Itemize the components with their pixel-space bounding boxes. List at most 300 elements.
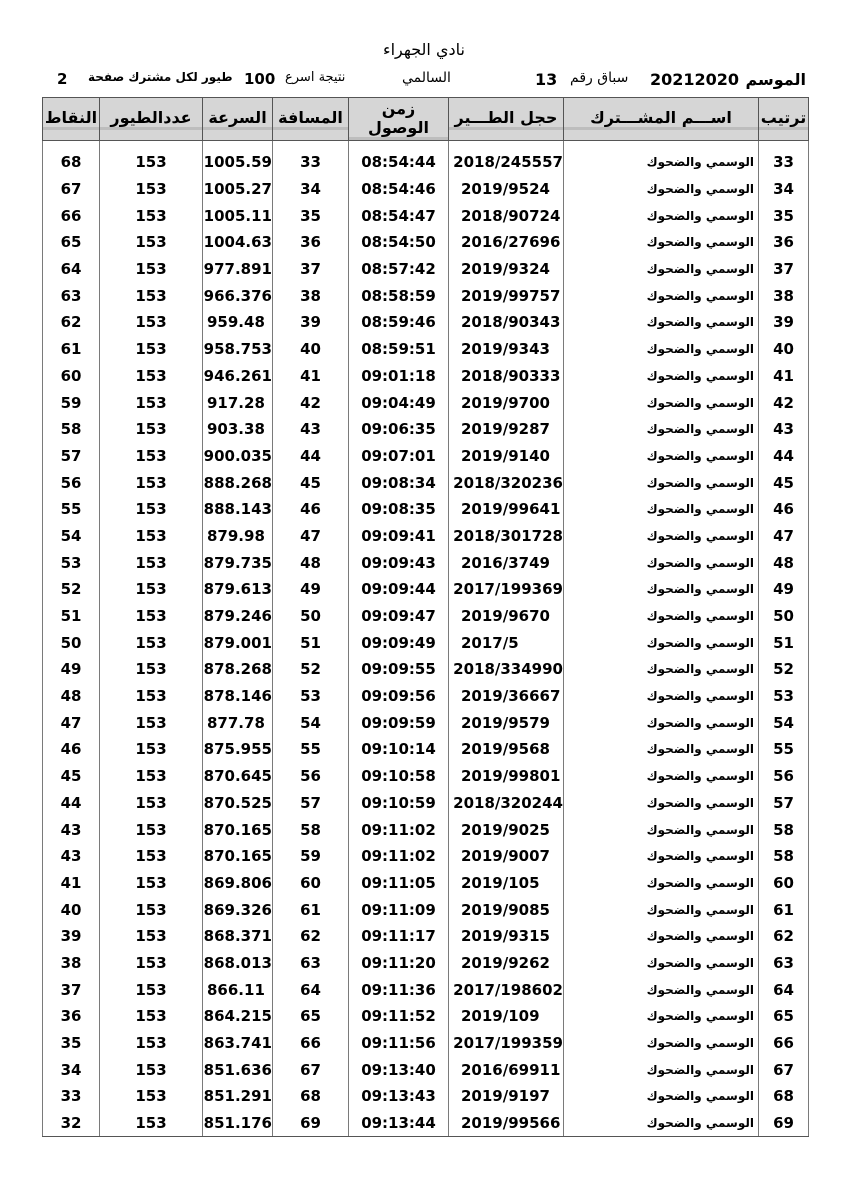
speed-cell: 875.955 — [203, 736, 273, 763]
table-row — [43, 576, 809, 603]
points-cell: 67 — [43, 176, 100, 203]
birds-cell: 153 — [100, 816, 203, 843]
points-cell: 57 — [43, 443, 100, 470]
points-cell: 50 — [43, 629, 100, 656]
speed-cell: 879.246 — [203, 603, 273, 630]
arrival-cell: 09:08:34 — [349, 469, 449, 496]
speed-cell: 1004.63 — [203, 229, 273, 256]
ring-cell: 2019/9700 — [449, 389, 564, 416]
arrival-cell: 09:04:49 — [349, 389, 449, 416]
ring-cell: 2017/5 — [449, 629, 564, 656]
points-cell: 34 — [43, 1056, 100, 1083]
rank-cell: 54 — [759, 709, 809, 736]
points-cell: 52 — [43, 576, 100, 603]
points-cell: 51 — [43, 603, 100, 630]
distance-cell: 42 — [273, 389, 349, 416]
rank-cell: 39 — [759, 309, 809, 336]
points-cell: 44 — [43, 790, 100, 817]
speed-cell: 866.11 — [203, 976, 273, 1003]
ring-cell: 2018/334990 — [449, 656, 564, 683]
speed-cell: 851.176 — [203, 1110, 273, 1137]
arrival-cell: 09:11:17 — [349, 923, 449, 950]
points-cell: 63 — [43, 282, 100, 309]
birds-cell: 153 — [100, 976, 203, 1003]
points-cell: 33 — [43, 1083, 100, 1110]
arrival-cell: 09:09:59 — [349, 709, 449, 736]
rank-cell: 42 — [759, 389, 809, 416]
arrival-cell: 09:01:18 — [349, 363, 449, 390]
distance-cell: 36 — [273, 229, 349, 256]
speed-cell: 851.291 — [203, 1083, 273, 1110]
rank-cell: 65 — [759, 1003, 809, 1030]
arrival-cell: 09:09:41 — [349, 523, 449, 550]
speed-cell: 879.613 — [203, 576, 273, 603]
name-cell: الوسمي والضحوك — [564, 763, 759, 790]
birds-cell: 153 — [100, 1003, 203, 1030]
points-cell: 37 — [43, 976, 100, 1003]
rank-cell: 60 — [759, 870, 809, 897]
speed-cell: 879.001 — [203, 629, 273, 656]
points-cell: 65 — [43, 229, 100, 256]
speed-cell: 966.376 — [203, 282, 273, 309]
birds-cell: 153 — [100, 1056, 203, 1083]
birds-cell: 153 — [100, 923, 203, 950]
arrival-cell: 09:13:40 — [349, 1056, 449, 1083]
speed-cell: 863.741 — [203, 1030, 273, 1057]
rank-cell: 66 — [759, 1030, 809, 1057]
birds-cell: 153 — [100, 202, 203, 229]
rank-cell: 49 — [759, 576, 809, 603]
rank-cell: 57 — [759, 790, 809, 817]
distance-cell: 44 — [273, 443, 349, 470]
name-cell: الوسمي والضحوك — [564, 309, 759, 336]
arrival-cell: 09:09:49 — [349, 629, 449, 656]
name-cell: الوسمي والضحوك — [564, 1083, 759, 1110]
rank-cell: 34 — [759, 176, 809, 203]
distance-cell: 46 — [273, 496, 349, 523]
ring-cell: 2019/9262 — [449, 950, 564, 977]
birds-cell: 153 — [100, 629, 203, 656]
table-row — [43, 763, 809, 790]
name-cell: الوسمي والضحوك — [564, 1003, 759, 1030]
table-row — [43, 709, 809, 736]
points-cell: 43 — [43, 816, 100, 843]
ring-cell: 2019/9140 — [449, 443, 564, 470]
distance-cell: 45 — [273, 469, 349, 496]
ring-cell: 2019/105 — [449, 870, 564, 897]
rank-cell: 56 — [759, 763, 809, 790]
distance-cell: 62 — [273, 923, 349, 950]
table-row — [43, 1003, 809, 1030]
table-row — [43, 469, 809, 496]
name-cell: الوسمي والضحوك — [564, 496, 759, 523]
birds-cell: 153 — [100, 363, 203, 390]
arrival-cell: 08:59:46 — [349, 309, 449, 336]
arrival-cell: 09:13:43 — [349, 1083, 449, 1110]
distance-cell: 60 — [273, 870, 349, 897]
birds-cell: 153 — [100, 843, 203, 870]
distance-cell: 38 — [273, 282, 349, 309]
rank-cell: 45 — [759, 469, 809, 496]
speed-cell: 888.268 — [203, 469, 273, 496]
ring-cell: 2017/199369 — [449, 576, 564, 603]
name-cell: الوسمي والضحوك — [564, 469, 759, 496]
name-cell: الوسمي والضحوك — [564, 229, 759, 256]
rank-cell: 61 — [759, 896, 809, 923]
distance-cell: 49 — [273, 576, 349, 603]
race-label: سباق رقم — [570, 70, 629, 86]
arrival-cell: 08:59:51 — [349, 336, 449, 363]
speed-cell: 870.525 — [203, 790, 273, 817]
speed-cell: 1005.59 — [203, 141, 273, 176]
distance-cell: 58 — [273, 816, 349, 843]
table-row — [43, 496, 809, 523]
speed-cell: 1005.11 — [203, 202, 273, 229]
table-header-row — [43, 98, 809, 141]
ring-cell: 2019/99641 — [449, 496, 564, 523]
speed-cell: 946.261 — [203, 363, 273, 390]
speed-cell: 959.48 — [203, 309, 273, 336]
birds-cell: 153 — [100, 549, 203, 576]
distance-cell: 69 — [273, 1110, 349, 1137]
points-cell: 45 — [43, 763, 100, 790]
speed-cell: 868.013 — [203, 950, 273, 977]
name-cell: الوسمي والضحوك — [564, 896, 759, 923]
name-cell: الوسمي والضحوك — [564, 141, 759, 176]
ring-cell: 2019/9343 — [449, 336, 564, 363]
birds-cell: 153 — [100, 523, 203, 550]
table-row — [43, 389, 809, 416]
ring-cell: 2018/320236 — [449, 469, 564, 496]
rank-cell: 33 — [759, 141, 809, 176]
birds-per-member-note: طيور لكل مشترك صفحة — [88, 70, 233, 84]
rank-cell: 51 — [759, 629, 809, 656]
speed-cell: 851.636 — [203, 1056, 273, 1083]
ring-cell: 2019/9324 — [449, 256, 564, 283]
rank-cell: 55 — [759, 736, 809, 763]
arrival-cell: 09:11:05 — [349, 870, 449, 897]
birds-cell: 153 — [100, 256, 203, 283]
name-cell: الوسمي والضحوك — [564, 950, 759, 977]
arrival-cell: 08:57:42 — [349, 256, 449, 283]
rank-cell: 58 — [759, 816, 809, 843]
birds-cell: 153 — [100, 763, 203, 790]
birds-cell: 153 — [100, 736, 203, 763]
speed-cell: 900.035 — [203, 443, 273, 470]
name-cell: الوسمي والضحوك — [564, 816, 759, 843]
distance-cell: 51 — [273, 629, 349, 656]
arrival-cell: 09:09:56 — [349, 683, 449, 710]
name-cell: الوسمي والضحوك — [564, 576, 759, 603]
name-cell: الوسمي والضحوك — [564, 736, 759, 763]
birds-cell: 153 — [100, 576, 203, 603]
rank-cell: 43 — [759, 416, 809, 443]
points-cell: 47 — [43, 709, 100, 736]
col-distance: المسافة — [273, 98, 349, 141]
rank-cell: 53 — [759, 683, 809, 710]
col-speed: السرعة — [203, 98, 273, 141]
name-cell: الوسمي والضحوك — [564, 629, 759, 656]
table-row — [43, 1056, 809, 1083]
ring-cell: 2018/90724 — [449, 202, 564, 229]
name-cell: الوسمي والضحوك — [564, 1056, 759, 1083]
result-count: 100 — [244, 70, 276, 88]
ring-cell: 2018/90333 — [449, 363, 564, 390]
name-cell: الوسمي والضحوك — [564, 363, 759, 390]
arrival-cell: 08:54:50 — [349, 229, 449, 256]
release-location: السالمي — [402, 70, 451, 86]
distance-cell: 48 — [273, 549, 349, 576]
name-cell: الوسمي والضحوك — [564, 176, 759, 203]
speed-cell: 877.78 — [203, 709, 273, 736]
table-row — [43, 523, 809, 550]
distance-cell: 34 — [273, 176, 349, 203]
points-cell: 32 — [43, 1110, 100, 1137]
col-rank: ترتيب — [759, 98, 809, 141]
season-value: 20212020 — [650, 70, 740, 89]
ring-cell: 2019/9287 — [449, 416, 564, 443]
result-label: نتيجة اسرع — [285, 70, 346, 85]
rank-cell: 63 — [759, 950, 809, 977]
birds-cell: 153 — [100, 141, 203, 176]
points-cell: 49 — [43, 656, 100, 683]
arrival-cell: 09:07:01 — [349, 443, 449, 470]
ring-cell: 2019/9085 — [449, 896, 564, 923]
ring-cell: 2019/99566 — [449, 1110, 564, 1137]
ring-cell: 2019/9025 — [449, 816, 564, 843]
col-birds: عددالطيور — [100, 98, 203, 141]
distance-cell: 33 — [273, 141, 349, 176]
table-row — [43, 843, 809, 870]
table-row — [43, 336, 809, 363]
birds-cell: 153 — [100, 229, 203, 256]
table-row — [43, 976, 809, 1003]
birds-cell: 153 — [100, 282, 203, 309]
arrival-cell: 09:10:58 — [349, 763, 449, 790]
name-cell: الوسمي والضحوك — [564, 1110, 759, 1137]
ring-cell: 2018/320244 — [449, 790, 564, 817]
results-table — [42, 97, 809, 1137]
birds-cell: 153 — [100, 896, 203, 923]
table-row — [43, 282, 809, 309]
distance-cell: 55 — [273, 736, 349, 763]
rank-cell: 52 — [759, 656, 809, 683]
points-cell: 36 — [43, 1003, 100, 1030]
name-cell: الوسمي والضحوك — [564, 523, 759, 550]
points-cell: 38 — [43, 950, 100, 977]
race-info-line — [0, 70, 848, 90]
birds-cell: 153 — [100, 336, 203, 363]
col-name: اســـم المشـــترك — [564, 98, 759, 141]
distance-cell: 65 — [273, 1003, 349, 1030]
table-row — [43, 443, 809, 470]
birds-cell: 153 — [100, 309, 203, 336]
rank-cell: 37 — [759, 256, 809, 283]
speed-cell: 903.38 — [203, 416, 273, 443]
distance-cell: 64 — [273, 976, 349, 1003]
ring-cell: 2017/198602 — [449, 976, 564, 1003]
distance-cell: 50 — [273, 603, 349, 630]
points-cell: 59 — [43, 389, 100, 416]
ring-cell: 2016/27696 — [449, 229, 564, 256]
speed-cell: 869.806 — [203, 870, 273, 897]
table-row — [43, 176, 809, 203]
arrival-cell: 09:09:55 — [349, 656, 449, 683]
name-cell: الوسمي والضحوك — [564, 389, 759, 416]
points-cell: 41 — [43, 870, 100, 897]
birds-cell: 153 — [100, 176, 203, 203]
arrival-cell: 09:13:44 — [349, 1110, 449, 1137]
ring-cell: 2019/9197 — [449, 1083, 564, 1110]
points-cell: 68 — [43, 141, 100, 176]
arrival-cell: 08:54:47 — [349, 202, 449, 229]
ring-cell: 2018/245557 — [449, 141, 564, 176]
birds-cell: 153 — [100, 950, 203, 977]
points-cell: 61 — [43, 336, 100, 363]
points-cell: 55 — [43, 496, 100, 523]
distance-cell: 37 — [273, 256, 349, 283]
ring-cell: 2019/9524 — [449, 176, 564, 203]
table-row — [43, 870, 809, 897]
col-arrival: زمن الوصول — [349, 98, 449, 141]
table-row — [43, 603, 809, 630]
distance-cell: 39 — [273, 309, 349, 336]
name-cell: الوسمي والضحوك — [564, 443, 759, 470]
table-row — [43, 416, 809, 443]
speed-cell: 958.753 — [203, 336, 273, 363]
points-cell: 54 — [43, 523, 100, 550]
distance-cell: 61 — [273, 896, 349, 923]
rank-cell: 47 — [759, 523, 809, 550]
arrival-cell: 09:11:56 — [349, 1030, 449, 1057]
name-cell: الوسمي والضحوك — [564, 549, 759, 576]
distance-cell: 43 — [273, 416, 349, 443]
distance-cell: 53 — [273, 683, 349, 710]
name-cell: الوسمي والضحوك — [564, 923, 759, 950]
ring-cell: 2017/199359 — [449, 1030, 564, 1057]
rank-cell: 68 — [759, 1083, 809, 1110]
rank-cell: 41 — [759, 363, 809, 390]
table-row — [43, 1030, 809, 1057]
arrival-cell: 08:54:44 — [349, 141, 449, 176]
distance-cell: 63 — [273, 950, 349, 977]
rank-cell: 50 — [759, 603, 809, 630]
rank-cell: 40 — [759, 336, 809, 363]
distance-cell: 41 — [273, 363, 349, 390]
table-row — [43, 683, 809, 710]
speed-cell: 868.371 — [203, 923, 273, 950]
name-cell: الوسمي والضحوك — [564, 683, 759, 710]
speed-cell: 879.98 — [203, 523, 273, 550]
distance-cell: 47 — [273, 523, 349, 550]
distance-cell: 40 — [273, 336, 349, 363]
birds-cell: 153 — [100, 416, 203, 443]
points-cell: 64 — [43, 256, 100, 283]
birds-cell: 153 — [100, 603, 203, 630]
table-row — [43, 629, 809, 656]
points-cell: 40 — [43, 896, 100, 923]
ring-cell: 2019/9315 — [449, 923, 564, 950]
table-row — [43, 256, 809, 283]
rank-cell: 44 — [759, 443, 809, 470]
name-cell: الوسمي والضحوك — [564, 709, 759, 736]
speed-cell: 870.165 — [203, 843, 273, 870]
ring-cell: 2018/90343 — [449, 309, 564, 336]
table-row — [43, 736, 809, 763]
table-row — [43, 141, 809, 176]
race-number: 13 — [535, 70, 558, 89]
points-cell: 62 — [43, 309, 100, 336]
name-cell: الوسمي والضحوك — [564, 656, 759, 683]
birds-cell: 153 — [100, 443, 203, 470]
name-cell: الوسمي والضحوك — [564, 790, 759, 817]
name-cell: الوسمي والضحوك — [564, 870, 759, 897]
arrival-cell: 08:58:59 — [349, 282, 449, 309]
speed-cell: 977.891 — [203, 256, 273, 283]
points-cell: 39 — [43, 923, 100, 950]
birds-cell: 153 — [100, 683, 203, 710]
rank-cell: 48 — [759, 549, 809, 576]
name-cell: الوسمي والضحوك — [564, 976, 759, 1003]
table-row — [43, 950, 809, 977]
distance-cell: 35 — [273, 202, 349, 229]
points-cell: 53 — [43, 549, 100, 576]
birds-cell: 153 — [100, 1030, 203, 1057]
speed-cell: 917.28 — [203, 389, 273, 416]
rank-cell: 36 — [759, 229, 809, 256]
points-cell: 35 — [43, 1030, 100, 1057]
distance-cell: 68 — [273, 1083, 349, 1110]
arrival-cell: 09:11:02 — [349, 816, 449, 843]
ring-cell: 2019/9007 — [449, 843, 564, 870]
distance-cell: 67 — [273, 1056, 349, 1083]
ring-cell: 2019/9568 — [449, 736, 564, 763]
rank-cell: 62 — [759, 923, 809, 950]
ring-cell: 2019/99801 — [449, 763, 564, 790]
arrival-cell: 09:11:09 — [349, 896, 449, 923]
arrival-cell: 09:11:20 — [349, 950, 449, 977]
arrival-cell: 08:54:46 — [349, 176, 449, 203]
name-cell: الوسمي والضحوك — [564, 603, 759, 630]
points-cell: 58 — [43, 416, 100, 443]
arrival-cell: 09:11:52 — [349, 1003, 449, 1030]
col-ring: حجل الطـــير — [449, 98, 564, 141]
points-cell: 56 — [43, 469, 100, 496]
distance-cell: 56 — [273, 763, 349, 790]
rank-cell: 69 — [759, 1110, 809, 1137]
club-title: نادي الجهراء — [383, 40, 465, 59]
birds-cell: 153 — [100, 790, 203, 817]
speed-cell: 864.215 — [203, 1003, 273, 1030]
birds-cell: 153 — [100, 656, 203, 683]
speed-cell: 870.645 — [203, 763, 273, 790]
table-row — [43, 229, 809, 256]
table-row — [43, 309, 809, 336]
distance-cell: 59 — [273, 843, 349, 870]
rank-cell: 38 — [759, 282, 809, 309]
name-cell: الوسمي والضحوك — [564, 202, 759, 229]
arrival-cell: 09:08:35 — [349, 496, 449, 523]
distance-cell: 57 — [273, 790, 349, 817]
speed-cell: 1005.27 — [203, 176, 273, 203]
birds-cell: 153 — [100, 1110, 203, 1137]
table-row — [43, 816, 809, 843]
rank-cell: 67 — [759, 1056, 809, 1083]
name-cell: الوسمي والضحوك — [564, 336, 759, 363]
arrival-cell: 09:11:36 — [349, 976, 449, 1003]
birds-cell: 153 — [100, 1083, 203, 1110]
table-row — [43, 923, 809, 950]
